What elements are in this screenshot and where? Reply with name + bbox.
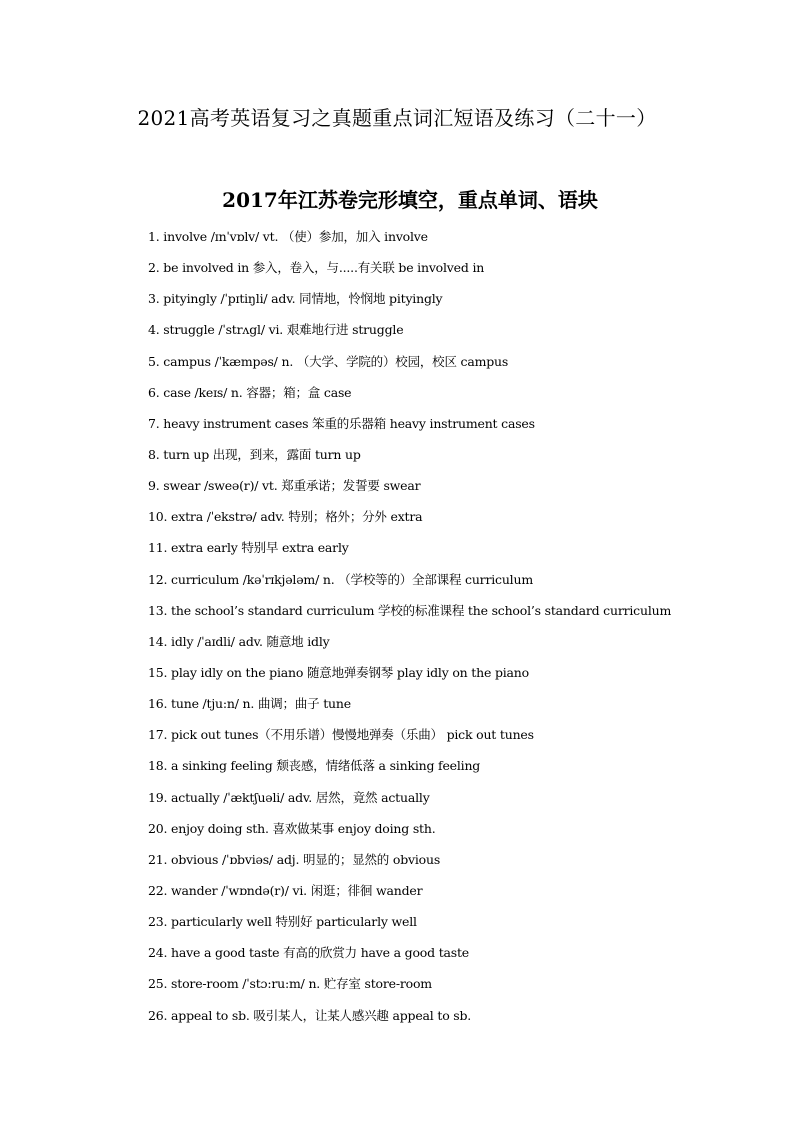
vocabulary-list — [148, 227, 768, 1037]
vocab-item: 9. swear /sweə(r)/ vt. 郑重承诺；发誓要 swear — [148, 478, 421, 494]
vocab-item: 26. appeal to sb. 吸引某人，让某人感兴趣 appeal to sb. — [148, 1007, 472, 1023]
vocab-item: 2. be involved in 参入，卷入，与.....有关联 be involved in — [148, 260, 485, 276]
vocab-item: 15. play idly on the piano 随意地弹奏钢琴 play idly on the piano — [148, 664, 529, 680]
vocab-item: 25. store-room /ˈstɔ:ru:m/ n. 贮存室 store-room — [148, 976, 432, 992]
vocab-item: 3. pityingly /ˈpɪtiŋli/ adv. 同情地，怜悯地 pityingly — [148, 291, 443, 307]
vocab-item: 10. extra /ˈekstrə/ adv. 特别；格外；分外 extra — [148, 509, 423, 525]
vocab-item: 1. involve /ɪnˈvɒlv/ vt. （使）参加，加入 involve — [148, 229, 428, 244]
section-title: 2017年江苏卷完形填空，重点单词、语块 — [222, 188, 598, 212]
vocab-item: 11. extra early 特别早 extra early — [148, 540, 349, 556]
vocab-item: 16. tune /tju:n/ n. 曲调；曲子 tune — [148, 696, 351, 712]
vocab-item: 14. idly /ˈaɪdli/ adv. 随意地 idly — [148, 633, 330, 649]
vocab-item: 7. heavy instrument cases 笨重的乐器箱 heavy instrument cases — [148, 415, 535, 431]
vocab-item: 4. struggle /ˈstrʌgl/ vi. 艰难地行进 struggle — [148, 322, 404, 338]
document-title: 2021高考英语复习之真题重点词汇短语及练习（二十一） — [137, 106, 657, 130]
vocab-item: 21. obvious /ˈɒbviəs/ adj. 明显的；显然的 obvious — [148, 851, 441, 867]
vocab-item: 23. particularly well 特别好 particularly well — [148, 914, 417, 930]
vocab-item: 24. have a good taste 有高的欣赏力 have a good taste — [148, 945, 470, 961]
vocab-item: 22. wander /ˈwɒndə(r)/ vi. 闲逛；徘徊 wander — [148, 882, 423, 898]
vocab-item: 19. actually /ˈæktʃuəli/ adv. 居然，竟然 actually — [148, 789, 430, 805]
vocab-item: 12. curriculum /kəˈrɪkjələm/ n. （学校等的）全部课程 curriculum — [148, 571, 533, 587]
vocab-item: 5. campus /ˈkæmpəs/ n. （大学、学院的）校园，校区 campus — [148, 353, 509, 369]
vocab-item: 20. enjoy doing sth. 喜欢做某事 enjoy doing sth. — [148, 820, 436, 836]
vocab-item: 8. turn up 出现，到来，露面 turn up — [148, 446, 361, 462]
vocab-item: 13. the school’s standard curriculum 学校的标准课程 the school’s standard curriculum — [148, 602, 672, 618]
vocab-item: 18. a sinking feeling 颓丧感，情绪低落 a sinking feeling — [148, 758, 481, 774]
vocab-item: 6. case /keɪs/ n. 容器；箱；盒 case — [148, 384, 352, 400]
vocab-item: 17. pick out tunes（不用乐谱）慢慢地弹奏（乐曲） pick out tunes — [148, 727, 534, 743]
